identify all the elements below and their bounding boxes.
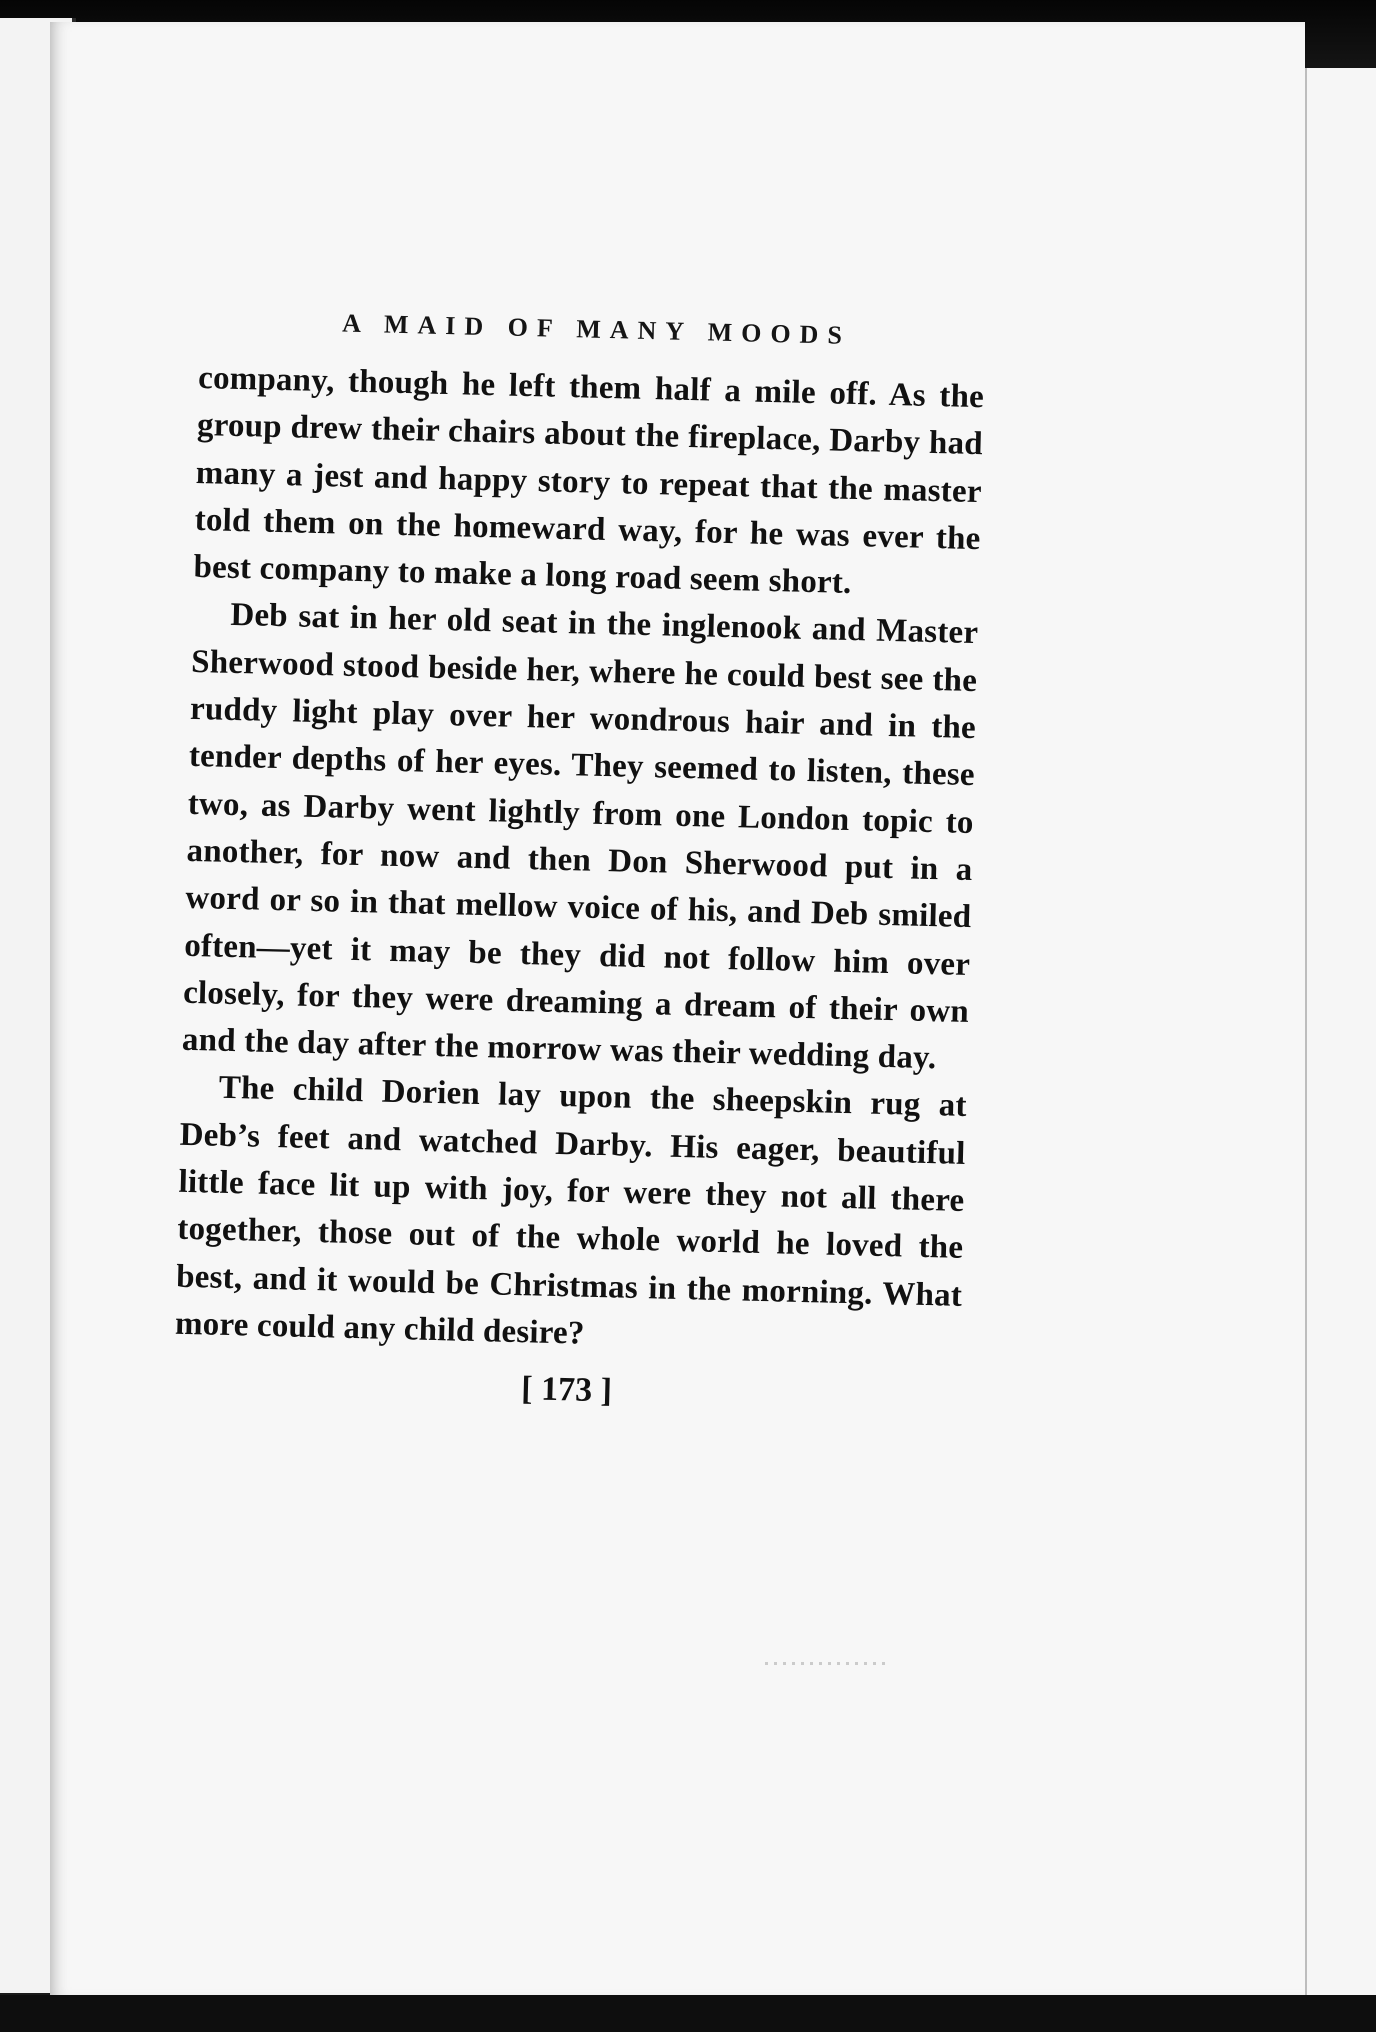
scan-backdrop-bottom bbox=[0, 1995, 1376, 2032]
body-text bbox=[175, 355, 985, 1367]
scan-speck bbox=[765, 1662, 885, 1665]
paragraph-1: company, though he left them half a mile off. As the group drew their chairs about the fireplace, Darby had many a jest and happy story to repeat that the master told them on the homeward way, for he was ever the best company to make a long road seem short. bbox=[193, 359, 985, 602]
running-head: A MAID OF MANY MOODS bbox=[341, 308, 852, 350]
book-page bbox=[50, 22, 1305, 1997]
paragraph-2: Deb sat in her old seat in the inglenook and Master Sherwood stood beside her, where he could best see the ruddy light play over her wondrous hair and in the tender depths of her eyes. They seemed to listen, these two, as Darby went lightly from one London topic to another, for now and then Don Sherwood put in a word or so in that mellow voice of his, and Deb smiled often—yet it may be they did not follow him over closely, for they were dreaming a dream of their own and the day after the morrow was their wedding day. bbox=[181, 597, 979, 1077]
text-block bbox=[173, 305, 986, 1419]
paragraph-3: The child Dorien lay upon the sheepskin rug at Deb’s feet and watched Darby. His eager, beautiful little face lit up with joy, for were they not all there together, those out of the whole world he loved the best, and it would be Christmas in the morning. What more could any child desire? bbox=[174, 1070, 968, 1352]
page-number: [ 173 ] bbox=[520, 1370, 613, 1410]
next-leaf-edge bbox=[1305, 68, 1376, 2003]
